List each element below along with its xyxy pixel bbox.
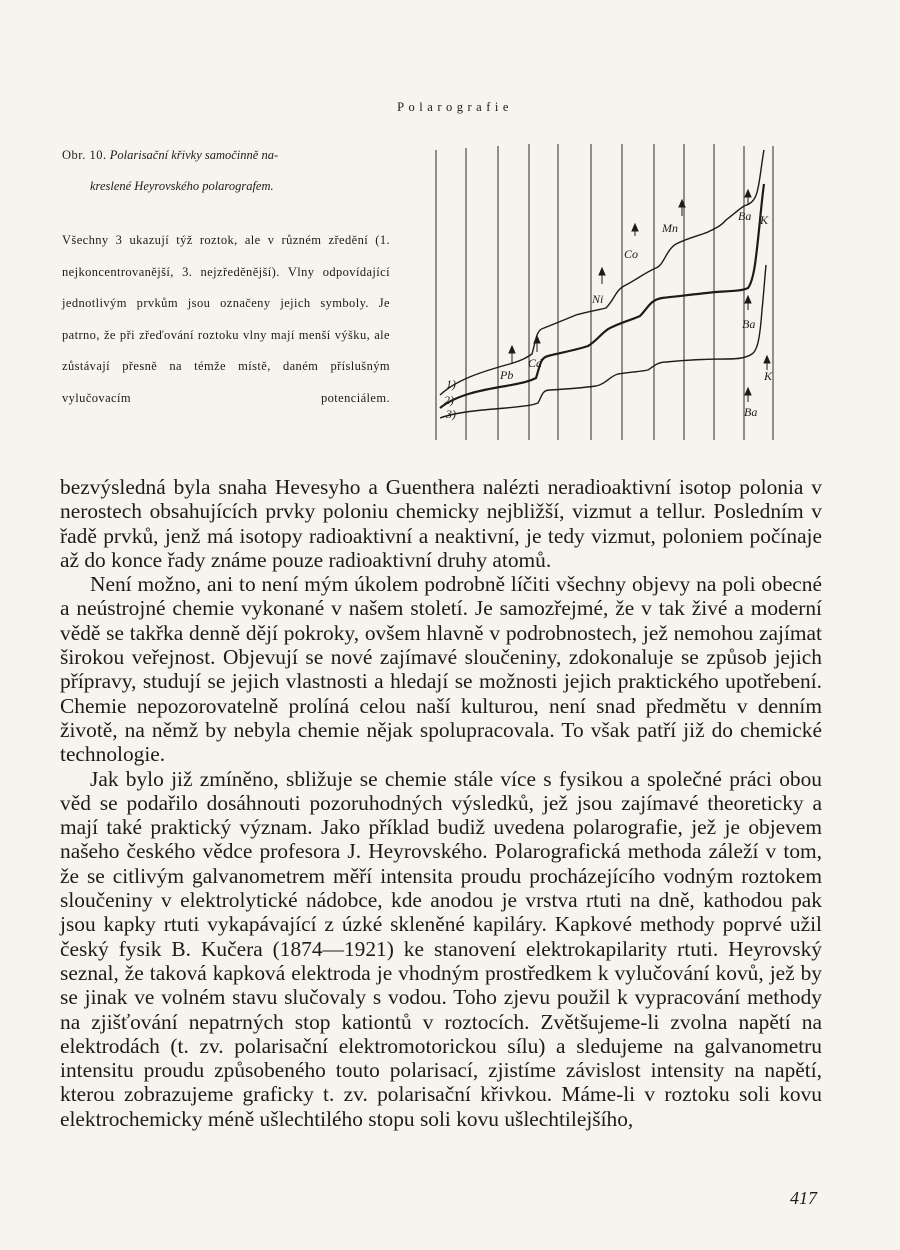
body-text <box>60 475 822 1131</box>
label-co: Co <box>624 247 639 261</box>
wave-arrows <box>509 190 770 402</box>
polarisation-curves <box>440 150 766 418</box>
caption-label: Obr. 10. <box>62 148 107 162</box>
label-k-1: K <box>760 213 769 227</box>
label-cd: Cd <box>528 356 543 370</box>
label-pb: Pb <box>500 368 514 382</box>
running-header <box>0 96 900 115</box>
curve-label-2: 2) <box>444 393 454 407</box>
label-mn: Mn <box>662 221 678 235</box>
caption-body: Všechny 3 ukazují týž roztok, ale v různém zředění (1. nejkoncentrovanější, 3. nejzředěnější). Vlny odpovídající jednotlivým prvkům jsou označeny jejich symboly. Je patrno, že při zřeďování roztoku vlny mají menší výšku, ale zůstávají přesně na témže místě, daném příslušným vylučovacím potenciálem. <box>62 233 390 405</box>
paragraph-2: Není možno, ani to není mým úkolem podrobně líčiti všechny objevy na poli obecné a neústrojné chemie vykonané v našem století. Je samozřejmé, že v tak živé a moderní vědě se takřka denně dějí pokroky, ovšem hlavně v podrobnostech, jež nemohou zajímat širokou veřejnost. Objevují se nové zajímavé sloučeniny, zdokonaluje se způsob jejich přípravy, studují se jejich vlastnosti a hledají se možnosti jejich praktického upotřebení. Chemie nepozorovatelně prolíná celou naší kulturou, není snad předmětu v denním životě, na němž by nebyla chemie nějak spolupracovala. To však patří již do chemické technologie. <box>60 572 822 767</box>
label-ba-3: Ba <box>744 405 758 419</box>
polarogram-figure <box>426 140 786 452</box>
label-k-2: K <box>764 369 773 383</box>
caption-title-line2: kreslené Heyrovského polarografem. <box>90 178 274 193</box>
caption-title <box>62 140 390 171</box>
curve-label-1: 1) <box>446 377 456 391</box>
caption-title-text: Polarisační křivky samočinně na- <box>109 148 279 162</box>
paragraph-3: Jak bylo již zmíněno, sbližuje se chemie stále více s fysikou a společné práci obou věd se podařilo dosáhnouti pozoruhodných výsledků, jež jsou zajímavé theoreticky a mají také praktický význam. Jako příklad budiž uvedena polarografie, jež je objevem našeho českého vědce profesora J. Heyrovského. Polarografická methoda záleží v tom, že se citlivým galvanometrem měří intensita proudu procházejícího vodným roztokem sloučeniny v elektrolytické nádobce, kde anodou je vrstva rtuti na dně, kathodou pak jsou kapky rtuti vykapávající z úzké skleněné kapiláry. Kapkové methody poprvé užil český fysik B. Kučera (1874—1921) ke stanovení elektrokapilarity rtuti. Heyrovský seznal, že taková kapková elektroda je vhodným prostředkem k vylučování kovů, jež by se jinak ve volném stavu slučovaly s vodou. Toho zjevu použil k vypracování methody na zjišťování nepatrných stop kationtů v roztocích. Zvětšujeme-li zvolna napětí na elektrodách (t. zv. polarisační elektromotorickou sílu) a sledujeme na galvanometru intensitu proudu způsobeného touto polarisací, zjistíme závislost intensity na napětí, kterou zobrazujeme graficky t. zv. polarisační křivkou. Máme-li v roztoku soli kovu elektrochemicky méně ušlechtilého stopu soli kovu ušlechtilejšího, <box>60 766 822 1131</box>
label-ni: Ni <box>592 292 604 306</box>
paragraph-1: bezvýsledná byla snaha Hevesyho a Guenthera nalézti neradioaktivní isotop polonia v nerostech obsahujících prvky poloniu chemicky nejbližší, vizmut a tellur. Posledním v řadě prvků, jenž má isotopy radioaktivní a neaktivní, je tedy vizmut, poloniem počínaje až do konce řady známe pouze radioaktivní druhy atomů. <box>60 475 822 572</box>
figure-caption <box>62 140 390 415</box>
curve-label-3: 3) <box>446 407 456 421</box>
label-ba-1: Ba <box>738 209 752 223</box>
label-ba-2: Ba <box>742 317 756 331</box>
curve-3 <box>440 265 766 418</box>
running-title: Polarografie <box>397 100 513 114</box>
page-number: 417 <box>790 1188 817 1208</box>
polarogram-svg <box>426 140 786 452</box>
